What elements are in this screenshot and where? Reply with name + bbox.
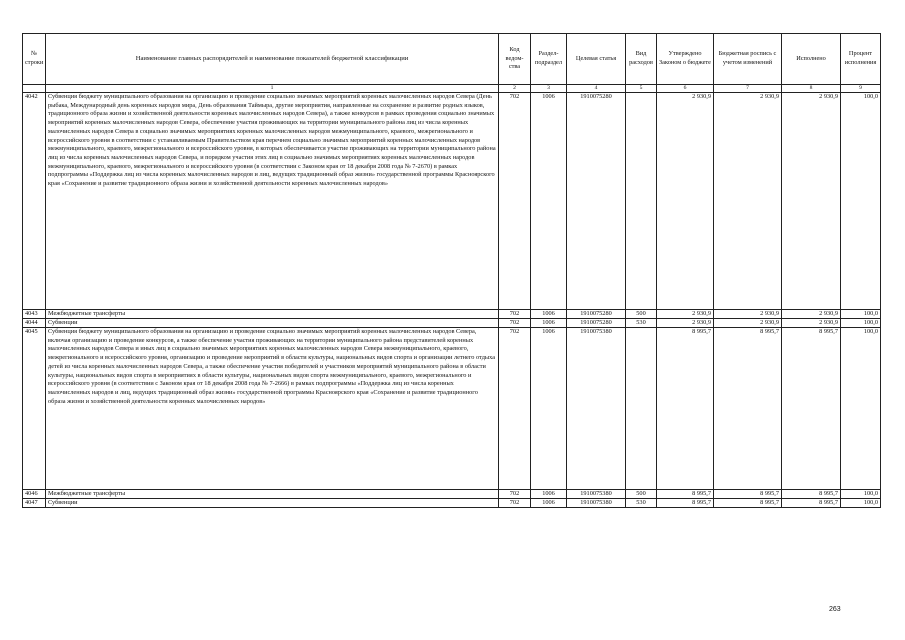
row-percent: 100,0 xyxy=(841,490,881,499)
row-percent: 100,0 xyxy=(841,319,881,328)
header-dept-code: Код ведом-ства xyxy=(499,34,531,85)
row-percent: 100,0 xyxy=(841,310,881,319)
row-section: 1006 xyxy=(531,319,567,328)
row-expense-type: 500 xyxy=(626,310,657,319)
column-index: 5 xyxy=(626,85,657,93)
row-section: 1006 xyxy=(531,93,567,310)
row-revised: 8 995,7 xyxy=(714,328,782,490)
row-percent: 100,0 xyxy=(841,93,881,310)
table-row xyxy=(23,328,881,490)
row-name: Субвенции xyxy=(46,319,499,328)
row-number: 4047 xyxy=(23,499,46,508)
row-number: 4042 xyxy=(23,93,46,310)
column-index xyxy=(23,85,46,93)
row-approved: 2 930,9 xyxy=(657,93,714,310)
row-executed: 2 930,9 xyxy=(782,319,841,328)
row-revised: 8 995,7 xyxy=(714,499,782,508)
row-target-article: 1910075380 xyxy=(567,490,626,499)
header-row-number: № строки xyxy=(23,34,46,85)
table-header-row xyxy=(23,34,881,85)
table-row xyxy=(23,310,881,319)
budget-execution-table xyxy=(22,33,881,508)
row-section: 1006 xyxy=(531,499,567,508)
row-expense-type xyxy=(626,328,657,490)
table-row xyxy=(23,93,881,310)
row-executed: 2 930,9 xyxy=(782,310,841,319)
row-dept-code: 702 xyxy=(499,319,531,328)
row-revised: 8 995,7 xyxy=(714,490,782,499)
row-approved: 2 930,9 xyxy=(657,319,714,328)
column-index: 8 xyxy=(782,85,841,93)
row-target-article: 1910075280 xyxy=(567,319,626,328)
row-approved: 8 995,7 xyxy=(657,328,714,490)
row-revised: 2 930,9 xyxy=(714,310,782,319)
row-expense-type xyxy=(626,93,657,310)
column-index: 4 xyxy=(567,85,626,93)
row-section: 1006 xyxy=(531,490,567,499)
table-row xyxy=(23,319,881,328)
row-dept-code: 702 xyxy=(499,310,531,319)
row-dept-code: 702 xyxy=(499,490,531,499)
row-dept-code: 702 xyxy=(499,93,531,310)
table-row xyxy=(23,499,881,508)
row-expense-type: 530 xyxy=(626,319,657,328)
row-executed: 8 995,7 xyxy=(782,490,841,499)
row-number: 4044 xyxy=(23,319,46,328)
row-approved: 8 995,7 xyxy=(657,499,714,508)
row-name: Субвенция бюджету муниципального образования на организацию и проведение социально значимых мероприятий коренных малочисленных народов Севера (День рыбака, Международный день коренных народов мира, День образования Таймыра, другие мероприятия, направленные на сохранение и развитие родных языков, традиционного образа жизни и хозяйственной деятельности коренных малочисленных народов Севера), а также конкурсов в рамках проведения социально значимых мероприятий коренных малочисленных народов Севера, обеспечение участия проживающих на территории муниципального района лиц из числа коренных малочисленных народов Севера в социально значимых мероприятиях коренных малочисленных народов межмуниципального, краевого, межрегионального и всероссийского уровня в соответствии с устанавливаемым Правительством края перечнем социально значимых мероприятий коренных малочисленных народов межмуниципального, краевого, межрегионального и всероссийского уровня, в которых обеспечивается участие проживающих на территории муниципального района лиц из числа коренных малочисленных народов Севера, и порядком участия этих лиц в социально значимых мероприятиях коренных малочисленных народов межмуниципального, краевого, межрегионального и всероссийского уровня (в соответствии с Законом края от 18 декабря 2008 года № 7-2670) в рамках подпрограммы «Поддержка лиц из числа коренных малочисленных народов и лиц, ведущих традиционный образ жизни» государственной программы Красноярского края «Сохранение и развитие традиционного образа жизни и хозяйственной деятельности коренных малочисленных народов» xyxy=(46,93,499,310)
page-number: 263 xyxy=(829,606,841,613)
row-revised: 2 930,9 xyxy=(714,319,782,328)
header-executed: Исполнено xyxy=(782,34,841,85)
row-dept-code: 702 xyxy=(499,499,531,508)
row-number: 4045 xyxy=(23,328,46,490)
header-target-article: Целевая статья xyxy=(567,34,626,85)
row-name: Межбюджетные трансферты xyxy=(46,310,499,319)
row-section: 1006 xyxy=(531,310,567,319)
row-executed: 2 930,9 xyxy=(782,93,841,310)
table-row xyxy=(23,490,881,499)
row-target-article: 1910075280 xyxy=(567,93,626,310)
row-target-article: 1910075380 xyxy=(567,328,626,490)
row-revised: 2 930,9 xyxy=(714,93,782,310)
column-index: 1 xyxy=(46,85,499,93)
row-percent: 100,0 xyxy=(841,499,881,508)
header-name: Наименование главных распорядителей и наименование показателей бюджетной классификации xyxy=(46,34,499,85)
header-revised: Бюджетная роспись с учетом изменений xyxy=(714,34,782,85)
row-name: Субвенция бюджету муниципального образования на организацию и проведение социально значимых мероприятий коренных малочисленных народов Севера, включая организацию и проведение конкурсов, а также обеспечение участия проживающих на территории муниципального района представителей коренных малочисленных народов Севера и иных лиц в социально значимых мероприятиях коренных малочисленных народов Севера межмуниципального, краевого, межрегионального и всероссийского уровня, организацию и проведение мероприятий в области культуры, национальных видов спорта и организации летнего отдыха детей из числа коренных малочисленных народов Севера, а также обеспечение участия победителей и участников мероприятий муниципального района в области культуры, национальных видов спорта в мероприятиях в области культуры, национальных видов спорта межмуниципального, краевого, межрегионального и всероссийского уровня (в соответствии с Законом края от 18 декабря 2008 года № 7-2666) в рамках подпрограммы «Поддержка лиц из числа коренных малочисленных народов и лиц, ведущих традиционный образ жизни» государственной программы Красноярского края «Сохранение и развитие традиционного образа жизни и хозяйственной деятельности коренных малочисленных народов» xyxy=(46,328,499,490)
row-name: Межбюджетные трансферты xyxy=(46,490,499,499)
row-expense-type: 530 xyxy=(626,499,657,508)
column-index: 7 xyxy=(714,85,782,93)
header-percent: Процент исполнения xyxy=(841,34,881,85)
row-number: 4046 xyxy=(23,490,46,499)
row-dept-code: 702 xyxy=(499,328,531,490)
column-index-row xyxy=(23,85,881,93)
row-executed: 8 995,7 xyxy=(782,499,841,508)
row-percent: 100,0 xyxy=(841,328,881,490)
row-number: 4043 xyxy=(23,310,46,319)
header-expense-type: Вид расходов xyxy=(626,34,657,85)
column-index: 9 xyxy=(841,85,881,93)
row-target-article: 1910075280 xyxy=(567,310,626,319)
row-name: Субвенции xyxy=(46,499,499,508)
row-approved: 2 930,9 xyxy=(657,310,714,319)
row-target-article: 1910075380 xyxy=(567,499,626,508)
column-index: 2 xyxy=(499,85,531,93)
row-section: 1006 xyxy=(531,328,567,490)
row-approved: 8 995,7 xyxy=(657,490,714,499)
header-approved: Утверждено Законом о бюджете xyxy=(657,34,714,85)
row-expense-type: 500 xyxy=(626,490,657,499)
row-executed: 8 995,7 xyxy=(782,328,841,490)
column-index: 6 xyxy=(657,85,714,93)
header-section: Раздел-подраздел xyxy=(531,34,567,85)
column-index: 3 xyxy=(531,85,567,93)
